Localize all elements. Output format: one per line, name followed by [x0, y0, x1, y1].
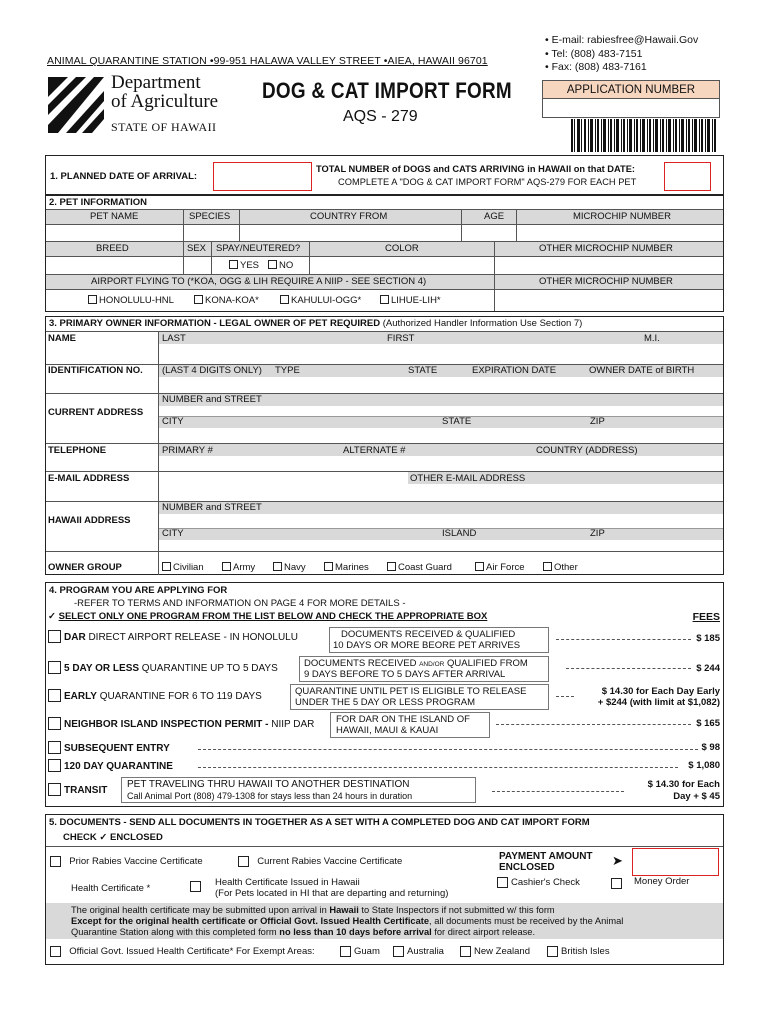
airport-hnl[interactable]: [88, 295, 174, 306]
group-army[interactable]: [222, 562, 255, 573]
transit-fee-line2: Day + $ 45: [673, 791, 720, 802]
section-4-program: [45, 582, 724, 807]
doc-prior-rabies-label: Prior Rabies Vaccine Certificate: [69, 856, 203, 867]
note2-a: Except for the original health certificate or Official Govt. Issued Health Certificate: [71, 916, 430, 926]
program-5-day-checkbox[interactable]: [48, 661, 61, 674]
program-120-day-label: 120 DAY QUARANTINE: [64, 761, 173, 772]
five-day-fee-leader: [566, 668, 691, 669]
current-zip-label: ZIP: [590, 416, 605, 427]
group-coast-guard-checkbox[interactable]: [387, 562, 396, 571]
email-label: E-MAIL ADDRESS: [48, 473, 130, 484]
program-transit-label: TRANSIT: [64, 785, 108, 796]
spay-yes-checkbox[interactable]: [229, 260, 238, 269]
transit-note-line1: PET TRAVELING THRU HAWAII TO ANOTHER DESTINATION: [127, 779, 410, 790]
pet-header-row-2: [46, 241, 723, 256]
airport-hnl-checkbox[interactable]: [88, 295, 97, 304]
program-dar-code: DAR: [64, 632, 86, 643]
niip-note-line1: FOR DAR ON THE ISLAND OF: [336, 714, 470, 725]
note3-b: no less than 10 days before arrival: [279, 927, 432, 937]
exempt-british-isles[interactable]: [547, 946, 610, 957]
age-header: AGE: [484, 211, 505, 222]
airport-ogg-label: KAHULUI-OGG*: [291, 295, 362, 306]
program-subsequent[interactable]: [48, 741, 170, 754]
documents-note-line3: [71, 927, 535, 937]
current-city-label: CITY: [162, 416, 184, 427]
group-other-label: Other: [554, 562, 578, 573]
transit-note-line2: Call Animal Port (808) 479-1308 for stays less than 24 hours in duration: [127, 791, 413, 801]
transit-fee-line1: $ 14.30 for Each: [647, 779, 720, 790]
doc-health-cert-label: Health Certificate *: [71, 883, 151, 894]
five-day-note-line1: [304, 658, 528, 669]
note1-b: Hawaii: [329, 905, 359, 915]
section-3-title: [49, 318, 582, 329]
contact-email: • E-mail: rabiesfree@Hawaii.Gov: [545, 34, 699, 46]
group-other-checkbox[interactable]: [543, 562, 552, 571]
program-early[interactable]: [48, 689, 262, 702]
group-coast-guard-label: Coast Guard: [398, 562, 452, 573]
note1-a: The original health certificate may be submitted upon arrival in: [71, 905, 330, 915]
section-3-owner-info: [45, 316, 724, 575]
color-header: COLOR: [385, 243, 419, 254]
spay-yes[interactable]: [229, 260, 259, 271]
dept-name-line1: Department: [111, 72, 201, 93]
species-header: SPECIES: [189, 211, 231, 222]
program-niip-checkbox[interactable]: [48, 717, 61, 730]
pay-cashiers-check-checkbox[interactable]: [497, 877, 508, 888]
exempt-guam-checkbox[interactable]: [340, 946, 351, 957]
total-pets-instructions: COMPLETE A "DOG & CAT IMPORT FORM" AQS-279 FOR EACH PET: [338, 177, 637, 187]
pet-name-header: PET NAME: [90, 211, 139, 222]
id-type-label: TYPE: [275, 365, 300, 376]
pet-entry-row-2: [46, 256, 723, 274]
airport-lih[interactable]: [380, 295, 441, 306]
breed-header: BREED: [96, 243, 129, 254]
airport-ogg[interactable]: [280, 295, 361, 306]
doc-current-rabies[interactable]: [238, 856, 402, 867]
pet-header-row-1: [46, 209, 723, 224]
section-5-documents: [45, 814, 724, 965]
group-civilian[interactable]: [162, 562, 204, 573]
program-120-day[interactable]: [48, 759, 173, 772]
group-marines-checkbox[interactable]: [324, 562, 333, 571]
airport-header: AIRPORT FLYING TO (*KOA, OGG & LIH REQUIRE A NIIP - SEE SECTION 4): [91, 276, 427, 287]
five-day-note-b: AND/OR: [419, 661, 445, 668]
primary-phone-label: PRIMARY #: [162, 445, 213, 456]
doc-prior-rabies-checkbox[interactable]: [50, 856, 61, 867]
current-address-row[interactable]: [46, 393, 723, 443]
other-microchip-header-2: OTHER MICROCHIP NUMBER: [539, 276, 673, 287]
exempt-new-zealand-label: New Zealand: [474, 946, 530, 957]
contact-fax: • Fax: (808) 483-7161: [545, 61, 647, 73]
documents-note-line1: [71, 905, 555, 915]
telephone-row[interactable]: [46, 443, 723, 471]
payment-amount-label: PAYMENT AMOUNT: [499, 851, 593, 862]
section-2-title: 2. PET INFORMATION: [49, 197, 147, 208]
spay-no-checkbox[interactable]: [268, 260, 277, 269]
total-pets-field[interactable]: [664, 162, 711, 191]
airport-koa-checkbox[interactable]: [194, 295, 203, 304]
middle-initial-label: M.I.: [644, 333, 660, 344]
country-from-header: COUNTRY FROM: [310, 211, 388, 222]
doc-health-hawaii-line1: Health Certificate Issued in Hawaii: [215, 877, 360, 888]
dar-fee-leader: [556, 639, 691, 640]
section-1-arrival: [45, 155, 724, 195]
hawaii-street-label: NUMBER and STREET: [162, 502, 262, 513]
section-3-title-text: 3. PRIMARY OWNER INFORMATION - LEGAL OWNER OF PET REQUIRED: [49, 318, 381, 329]
group-air-force-checkbox[interactable]: [475, 562, 484, 571]
pay-money-order-label: Money Order: [634, 876, 690, 887]
program-subsequent-label: SUBSEQUENT ENTRY: [64, 743, 170, 754]
program-early-checkbox[interactable]: [48, 689, 61, 702]
program-transit[interactable]: [48, 783, 107, 796]
group-army-checkbox[interactable]: [222, 562, 231, 571]
id-label: IDENTIFICATION NO.: [48, 365, 143, 376]
current-address-label: CURRENT ADDRESS: [48, 407, 144, 418]
group-other[interactable]: [543, 562, 578, 573]
owner-group-row: [46, 551, 723, 575]
group-navy-checkbox[interactable]: [273, 562, 282, 571]
id-expiration-label: EXPIRATION DATE: [472, 365, 557, 376]
program-dar-checkbox[interactable]: [48, 630, 61, 643]
program-niip-label: NIIP DAR: [268, 719, 315, 730]
d120-fee: $ 1,080: [688, 760, 720, 771]
spay-header: SPAY/NEUTERED?: [216, 243, 301, 254]
island-label: ISLAND: [442, 528, 477, 539]
application-number-box: [542, 80, 720, 118]
exempt-new-zealand[interactable]: [460, 946, 530, 957]
airport-header-row: [46, 274, 723, 289]
five-day-fee: $ 244: [696, 663, 720, 674]
airport-options-row: [46, 289, 723, 311]
id-state-label: STATE: [408, 365, 438, 376]
application-number-label: APPLICATION NUMBER: [543, 81, 719, 99]
select-one-text: SELECT ONLY ONE PROGRAM FROM THE LIST BELOW AND CHECK THE APPROPRIATE BOX: [58, 611, 488, 622]
group-navy[interactable]: [273, 562, 306, 573]
doc-official-govt-checkbox[interactable]: [50, 946, 61, 957]
fees-header: FEES: [692, 611, 720, 623]
current-state-label: STATE: [442, 416, 472, 427]
owner-id-row[interactable]: [46, 364, 723, 393]
spay-yes-label: YES: [240, 260, 260, 271]
program-5-day-code: 5 DAY OR LESS: [64, 663, 140, 674]
early-fee-leader: [556, 696, 574, 697]
payment-enclosed-label: ENCLOSED: [499, 862, 555, 873]
airport-hnl-label: HONOLULU-HNL: [99, 295, 174, 306]
arrival-date-label: 1. PLANNED DATE OF ARRIVAL:: [50, 171, 198, 182]
spay-no[interactable]: [268, 260, 293, 271]
last-name-label: LAST: [162, 333, 186, 344]
section-2-pet-info: [45, 195, 724, 312]
d120-fee-leader: [198, 767, 678, 768]
microchip-header: MICROCHIP NUMBER: [573, 211, 671, 222]
five-day-note-line2: 9 DAYS BEFORE TO 5 DAYS AFTER ARRIVAL: [304, 669, 506, 680]
niip-fee: $ 165: [696, 718, 720, 729]
state-name: STATE OF HAWAII: [111, 120, 217, 134]
program-dar[interactable]: [48, 630, 298, 643]
five-day-note-c: QUALIFIED FROM: [444, 658, 528, 669]
other-email-label: OTHER E-MAIL ADDRESS: [410, 473, 526, 484]
arrow-icon: ➤: [612, 853, 623, 868]
owner-name-row[interactable]: [46, 331, 723, 364]
contact-tel: • Tel: (808) 483-7151: [545, 47, 643, 60]
program-5-day-label: QUARANTINE UP TO 5 DAYS: [139, 663, 278, 674]
form-title: DOG & CAT IMPORT FORM: [262, 78, 512, 103]
exempt-british-isles-checkbox[interactable]: [547, 946, 558, 957]
exempt-australia-checkbox[interactable]: [393, 946, 404, 957]
dar-note-line2: 10 DAYS OR MORE BEORE PET ARRIVES: [333, 640, 521, 651]
airport-ogg-checkbox[interactable]: [280, 295, 289, 304]
section-3-title-note: (Authorized Handler Information Use Section 7): [380, 318, 583, 329]
alternate-phone-label: ALTERNATE #: [343, 445, 406, 456]
first-name-label: FIRST: [387, 333, 415, 344]
dept-name-line2: of Agriculture: [111, 91, 219, 112]
program-subsequent-checkbox[interactable]: [48, 741, 61, 754]
station-address: ANIMAL QUARANTINE STATION •99-951 HALAWA VALLEY STREET •AIEA, HAWAII 96701: [47, 55, 488, 67]
program-5-day[interactable]: [48, 661, 278, 674]
five-day-note-a: DOCUMENTS RECEIVED: [304, 658, 420, 669]
dar-note-line1: DOCUMENTS RECEIVED & QUALIFIED: [341, 629, 516, 640]
program-early-label: QUARANTINE FOR 6 TO 119 DAYS: [96, 691, 262, 702]
pay-cashiers-check-label: Cashier's Check: [511, 877, 580, 888]
note3-c: for direct airport release.: [431, 927, 536, 937]
group-army-label: Army: [233, 562, 256, 573]
owner-dob-label: OWNER DATE of BIRTH: [589, 365, 695, 376]
early-fee-line1: $ 14.30 for Each Day Early: [601, 686, 720, 697]
pay-money-order-checkbox[interactable]: [611, 878, 622, 889]
note1-c: to State Inspectors if not submitted w/ this form: [358, 905, 555, 915]
transit-fee-leader: [492, 791, 624, 792]
telephone-label: TELEPHONE: [48, 445, 107, 456]
program-transit-checkbox[interactable]: [48, 783, 61, 796]
hawaii-address-row[interactable]: [46, 501, 723, 551]
group-civilian-label: Civilian: [173, 562, 204, 573]
check-mark-icon: ✓: [48, 611, 56, 622]
airport-koa[interactable]: [194, 295, 259, 306]
pay-cashiers-check[interactable]: [497, 877, 580, 888]
dar-fee: $ 185: [696, 633, 720, 644]
section-4-title: 4. PROGRAM YOU ARE APPLYING FOR: [49, 585, 228, 596]
documents-note-line2: [71, 916, 623, 926]
subsequent-fee-leader: [198, 749, 698, 750]
program-dar-label: DIRECT AIRPORT RELEASE - IN HONOLULU: [85, 632, 298, 643]
group-marines-label: Marines: [335, 562, 369, 573]
doc-health-cert-checkbox[interactable]: [190, 881, 201, 892]
airport-lih-checkbox[interactable]: [380, 295, 389, 304]
niip-fee-leader: [496, 724, 691, 725]
program-niip[interactable]: [48, 717, 314, 730]
barcode: [571, 119, 717, 152]
form-number: AQS - 279: [343, 108, 418, 125]
doc-official-govt-label: Official Govt. Issued Health Certificate* For Exempt Areas:: [69, 946, 315, 957]
early-note-line1: QUARANTINE UNTIL PET IS ELIGIBLE TO RELEASE: [295, 686, 527, 697]
name-label: NAME: [48, 333, 76, 344]
hawaii-city-label: CITY: [162, 528, 184, 539]
doc-prior-rabies[interactable]: [50, 856, 203, 867]
group-navy-label: Navy: [284, 562, 306, 573]
contact-info: [545, 34, 698, 75]
spay-no-label: NO: [279, 260, 294, 271]
sex-header: SEX: [187, 243, 207, 254]
section-5-title: 5. DOCUMENTS - SEND ALL DOCUMENTS IN TOGETHER AS A SET WITH A COMPLETED DOG AND CAT IMPORT FORM: [49, 817, 590, 828]
airport-lih-label: LIHUE-LIH*: [391, 295, 441, 306]
exempt-australia-label: Australia: [407, 946, 444, 957]
email-row[interactable]: [46, 471, 723, 501]
select-one-instruction: [48, 611, 487, 622]
group-civilian-checkbox[interactable]: [162, 562, 171, 571]
program-niip-code: NEIGHBOR ISLAND INSPECTION PERMIT -: [64, 719, 269, 730]
other-microchip-header: OTHER MICROCHIP NUMBER: [539, 243, 673, 254]
hawaii-zip-label: ZIP: [590, 528, 605, 539]
group-air-force[interactable]: [475, 562, 525, 573]
group-coast-guard[interactable]: [387, 562, 452, 573]
group-air-force-label: Air Force: [486, 562, 525, 573]
exempt-guam-label: Guam: [354, 946, 380, 957]
payment-amount-field[interactable]: [632, 848, 719, 876]
total-pets-label: TOTAL NUMBER of DOGS and CATS ARRIVING in HAWAII on that DATE:: [316, 164, 636, 174]
country-address-label: COUNTRY (ADDRESS): [536, 445, 638, 456]
exempt-new-zealand-checkbox[interactable]: [460, 946, 471, 957]
subsequent-fee: $ 98: [701, 742, 720, 753]
arrival-date-field[interactable]: [213, 162, 312, 191]
refer-terms-note: -REFER TO TERMS AND INFORMATION ON PAGE 4 FOR MORE DETAILS -: [74, 598, 406, 609]
department-logo: [46, 75, 106, 135]
exempt-british-isles-label: British Isles: [561, 946, 610, 957]
group-marines[interactable]: [324, 562, 369, 573]
doc-current-rabies-label: Current Rabies Vaccine Certificate: [257, 856, 403, 867]
doc-official-govt[interactable]: [50, 946, 315, 957]
check-enclosed-label: CHECK ✓ ENCLOSED: [63, 832, 163, 843]
current-street-label: NUMBER and STREET: [162, 394, 262, 405]
early-fee-line2: + $244 (with limit at $1,082): [597, 697, 720, 708]
last4-label: (LAST 4 DIGITS ONLY): [162, 365, 262, 376]
airport-koa-label: KONA-KOA*: [205, 295, 259, 306]
note3-a: Quarantine Station along with this completed form: [71, 927, 280, 937]
program-early-code: EARLY: [64, 691, 97, 702]
doc-current-rabies-checkbox[interactable]: [238, 856, 249, 867]
program-120-day-checkbox[interactable]: [48, 759, 61, 772]
exempt-australia[interactable]: [393, 946, 444, 957]
owner-group-label: OWNER GROUP: [48, 562, 122, 573]
hawaii-address-label: HAWAII ADDRESS: [48, 515, 131, 526]
niip-note-line2: HAWAII, MAUI & KAUAI: [336, 725, 439, 736]
early-note-line2: UNDER THE 5 DAY OR LESS PROGRAM: [295, 697, 476, 708]
note2-b: , all documents must be received by the Animal: [429, 916, 624, 926]
doc-health-hawaii-line2: (For Pets located in HI that are departing and returning): [215, 888, 449, 899]
pet-entry-row-1[interactable]: [46, 224, 723, 241]
exempt-guam[interactable]: [340, 946, 380, 957]
